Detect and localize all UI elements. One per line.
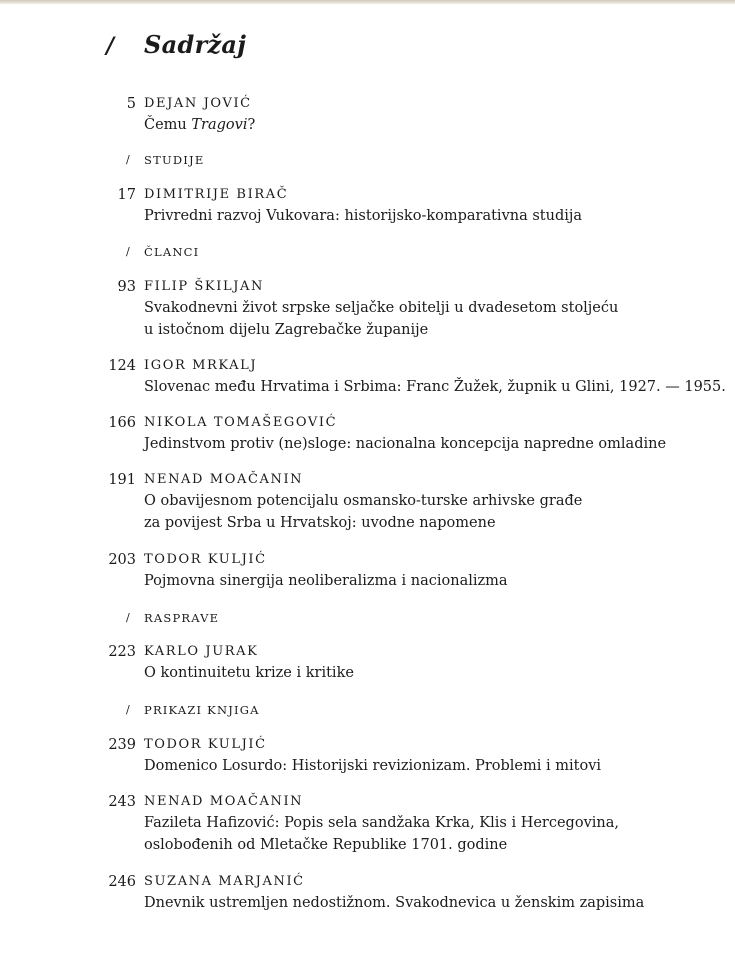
author-name: IGOR MRKALJ	[144, 358, 258, 373]
article-title: Dnevnik ustremljen nedostižnom. Svakodnevica u ženskim zapisima	[144, 895, 645, 911]
article-title: Slovenac među Hrvatima i Srbima: Franc Žužek, župnik u Glini, 1927. — 1955.	[144, 379, 726, 395]
author-name: NENAD MOAČANIN	[144, 472, 304, 487]
heading-slash: /	[106, 33, 115, 59]
author-name: SUZANA MARJANIĆ	[144, 874, 305, 889]
article-title: Svakodnevni život srpske seljačke obitelji u dvadesetom stoljeću	[144, 300, 619, 316]
title-end: ?	[247, 117, 256, 133]
section-slash: /	[126, 611, 130, 624]
page-number: 191	[108, 472, 136, 488]
article-title: Privredni razvoj Vukovara: historijsko-komparativna studija	[144, 208, 583, 224]
section-slash: /	[126, 703, 130, 716]
article-title: Fazileta Hafizović: Popis sela sandžaka Krka, Klis i Hercegovina,	[144, 815, 619, 831]
page-number: 5	[126, 96, 136, 112]
title-italic: Tragovi	[191, 117, 248, 133]
section-slash: /	[126, 153, 130, 166]
toc-heading	[106, 30, 246, 59]
author-name: NIKOLA TOMAŠEGOVIĆ	[144, 415, 338, 430]
page-number: 223	[108, 644, 136, 660]
article-title-continued: u istočnom dijelu Zagrebačke županije	[144, 322, 429, 338]
author-name: DEJAN JOVIĆ	[144, 96, 252, 111]
author-name: DIMITRIJE BIRAČ	[144, 187, 289, 202]
article-title: O kontinuitetu krize i kritike	[144, 665, 354, 681]
author-name: TODOR KULJIĆ	[144, 737, 267, 752]
author-name: FILIP ŠKILJAN	[144, 279, 264, 294]
author-name: TODOR KULJIĆ	[144, 552, 267, 567]
section-slash: /	[126, 245, 130, 258]
article-title: Jedinstvom protiv (ne)sloge: nacionalna koncepcija napredne omladine	[144, 436, 667, 452]
page-number: 239	[108, 737, 136, 753]
article-title-continued: oslobođenih od Mletačke Republike 1701. godine	[144, 837, 508, 853]
page-number: 246	[108, 874, 136, 890]
page-number: 166	[108, 415, 136, 431]
section-label: RASPRAVE	[144, 611, 220, 625]
section-label: STUDIJE	[144, 153, 205, 167]
section-label: ČLANCI	[144, 245, 200, 259]
page-number: 243	[108, 794, 136, 810]
title-text: Čemu	[144, 117, 192, 133]
article-title: Pojmovna sinergija neoliberalizma i nacionalizma	[144, 573, 508, 589]
page-number: 124	[108, 358, 136, 374]
page-number: 203	[108, 552, 136, 568]
page-top-edge	[0, 0, 735, 4]
article-title-continued: za povijest Srba u Hrvatskoj: uvodne napomene	[144, 515, 496, 531]
section-label: PRIKAZI KNJIGA	[144, 703, 260, 717]
page-number: 17	[117, 187, 136, 203]
article-title: Domenico Losurdo: Historijski revizionizam. Problemi i mitovi	[144, 758, 602, 774]
author-name: KARLO JURAK	[144, 644, 259, 659]
article-title	[144, 114, 255, 136]
author-name: NENAD MOAČANIN	[144, 794, 304, 809]
article-title: O obavijesnom potencijalu osmansko-turske arhivske građe	[144, 493, 583, 509]
page-number: 93	[117, 279, 136, 295]
page-title: Sadržaj	[144, 30, 247, 59]
